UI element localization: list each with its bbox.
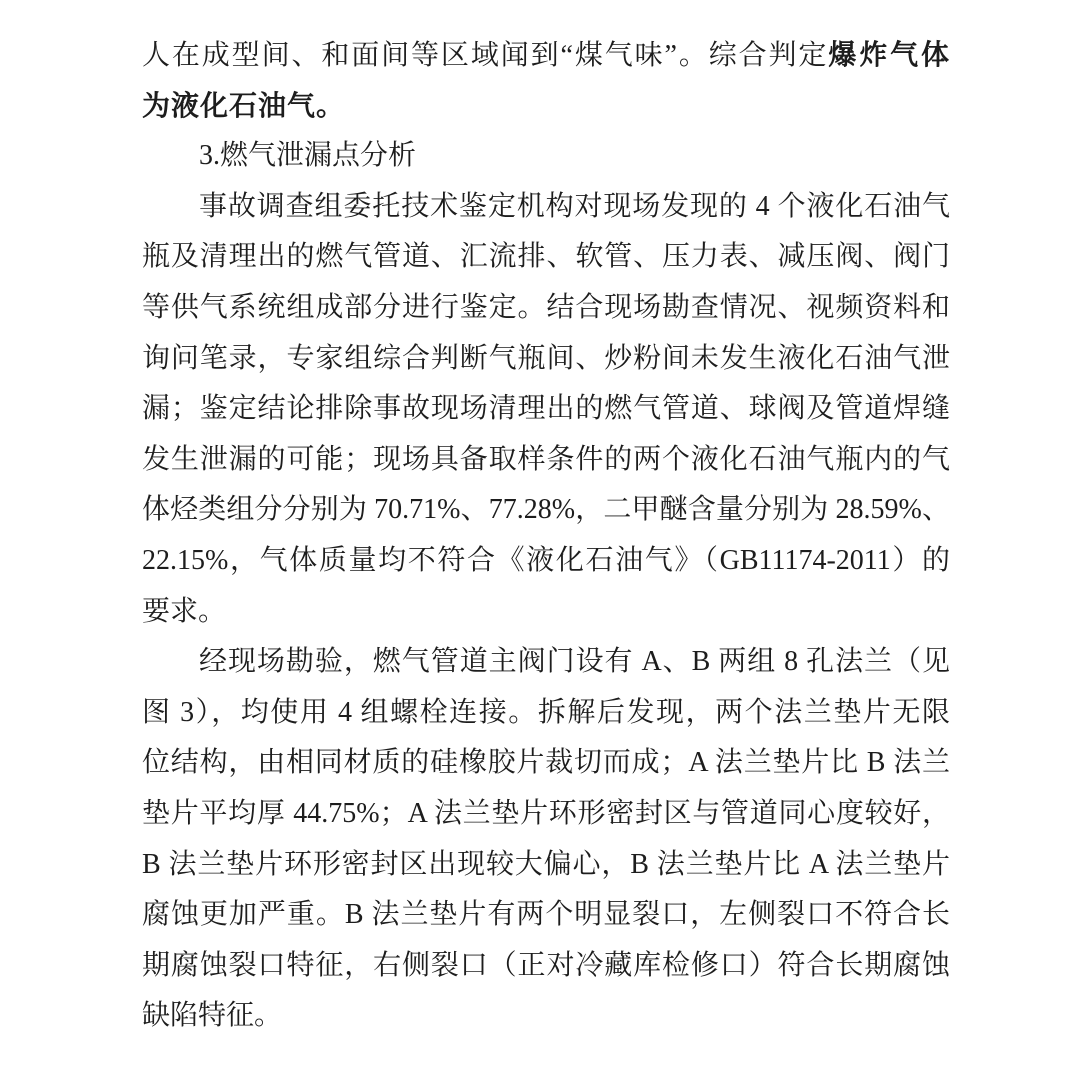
text-line [142,232,950,283]
text-line [142,840,950,891]
text-line [142,536,950,587]
text-segment: 腐蚀更加严重。B 法兰垫片有两个明显裂口，左侧裂口不符合长 [142,899,950,931]
text-line [142,587,950,638]
paragraph [142,131,950,182]
text-segment: 体烃类组分分别为 70.71%、77.28%，二甲醚含量分别为 28.59%、 [142,494,950,526]
text-line [142,688,950,739]
text-segment: 事故调查组委托技术鉴定机构对现场发现的 4 个液化石油气 [199,190,950,222]
text-segment: 要求。 [142,595,227,627]
text-segment: 位结构，由相同材质的硅橡胶片裁切而成；A 法兰垫片比 B 法兰 [142,747,950,779]
text-block [142,30,950,1042]
text-segment: 期腐蚀裂口特征，右侧裂口（正对冷藏库检修口）符合长期腐蚀 [142,949,950,981]
text-segment: 22.15%，气体质量均不符合《液化石油气》（GB11174-2011）的 [142,544,950,576]
text-line [142,789,950,840]
paragraph [142,637,950,1042]
text-line [142,334,950,385]
text-line [142,81,950,132]
text-line [142,384,950,435]
text-segment: 图 3），均使用 4 组螺栓连接。拆解后发现，两个法兰垫片无限 [142,696,950,728]
text-segment: 垫片平均厚 44.75%；A 法兰垫片环形密封区与管道同心度较好， [142,797,950,829]
text-line [142,941,950,992]
text-line [142,435,950,486]
text-segment: 瓶及清理出的燃气管道、汇流排、软管、压力表、减压阀、阀门 [142,241,950,273]
bold-text-segment: 为液化石油气。 [142,89,346,121]
text-segment: 询问笔录，专家组综合判断气瓶间、炒粉间未发生液化石油气泄 [142,342,950,374]
text-segment: 漏；鉴定结论排除事故现场清理出的燃气管道、球阀及管道焊缝 [142,393,950,425]
text-line [142,637,950,688]
text-line [142,991,950,1042]
text-line [142,283,950,334]
paragraph [142,182,950,637]
text-line [142,30,950,81]
text-segment: 缺陷特征。 [142,1000,283,1032]
text-line [142,485,950,536]
text-segment: 等供气系统组成部分进行鉴定。结合现场勘查情况、视频资料和 [142,291,950,323]
text-segment: 发生泄漏的可能；现场具备取样条件的两个液化石油气瓶内的气 [142,443,950,475]
text-segment: 3.燃气泄漏点分析 [199,140,417,172]
text-line [142,890,950,941]
paragraph [142,30,950,131]
text-line [142,131,950,182]
text-segment: 人在成型间、和面间等区域闻到“煤气味”。综合判定 [142,40,829,71]
text-segment: B 法兰垫片环形密封区出现较大偏心，B 法兰垫片比 A 法兰垫片 [142,848,950,880]
text-segment: 经现场勘验，燃气管道主阀门设有 A、B 两组 8 孔法兰（见 [199,646,950,678]
text-line [142,182,950,233]
bold-text-segment: 爆炸气体 [828,39,950,70]
text-line [142,738,950,789]
